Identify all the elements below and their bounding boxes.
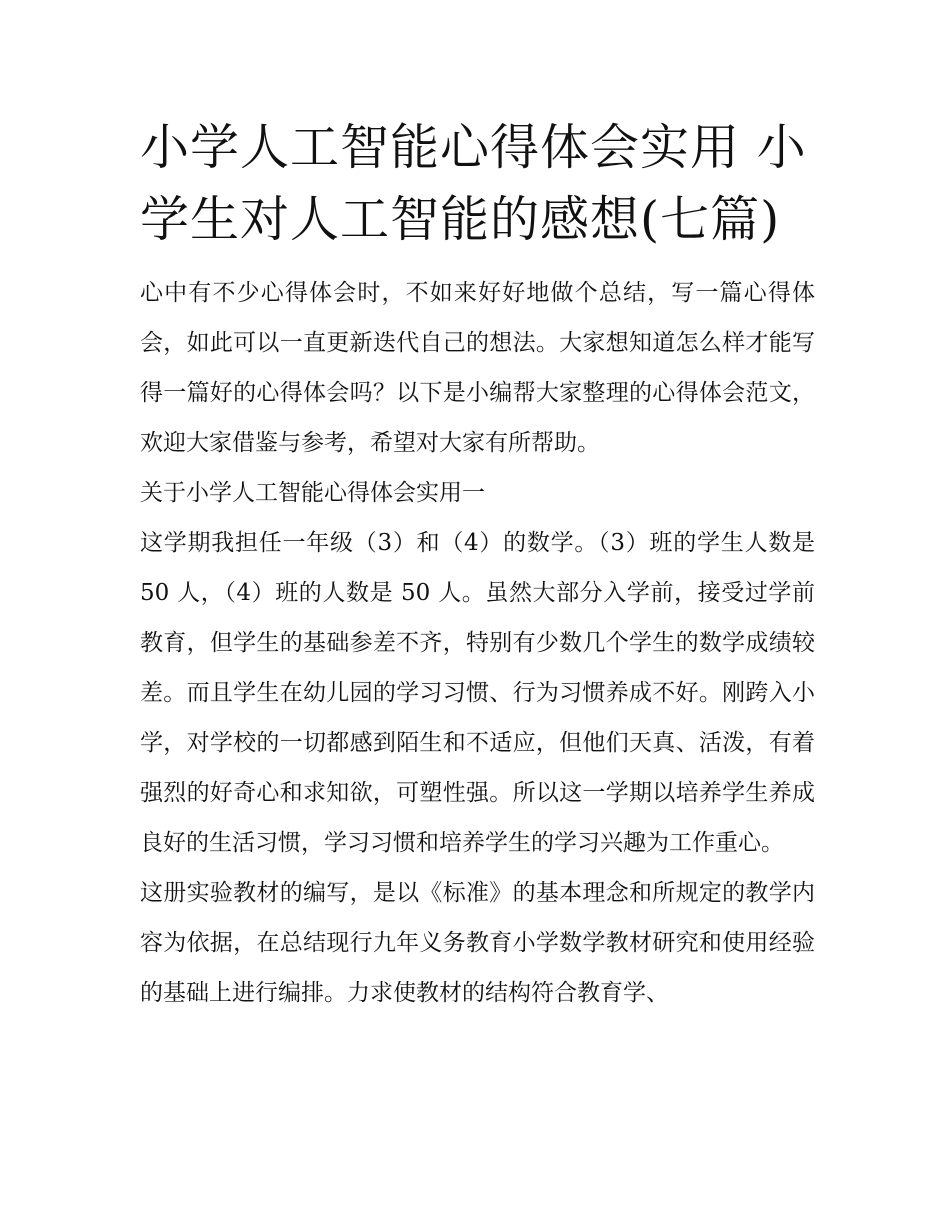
- intro-paragraph: 心中有不少心得体会时，不如来好好地做个总结，写一篇心得体会，如此可以一直更新迭代自己的想法。大家想知道怎么样才能写得一篇好的心得体会吗？以下是小编帮大家整理的心得体会范文，欢迎大家借鉴与参考，希望对大家有所帮助。: [140, 280, 815, 456]
- document-content: [140, 112, 815, 1018]
- section-heading: 关于小学人工智能心得体会实用一: [140, 480, 485, 506]
- document-title: 小学人工智能心得体会实用 小学生对人工智能的感想(七篇): [140, 119, 807, 248]
- body-paragraph: 这册实验教材的编写，是以《标准》的基本理念和所规定的教学内容为依据，在总结现行九年义务教育小学数学教材研究和使用经验的基础上进行编排。力求使教材的结构符合教育学、: [140, 880, 815, 1006]
- document-body: [140, 268, 815, 1018]
- body-paragraph: 这学期我担任一年级（3）和（4）的数学。（3）班的学生人数是 50 人，（4）班的人数是 50 人。虽然大部分入学前，接受过学前教育，但学生的基础参差不齐，特别有少数几个学生的数学成绩较差。而且学生在幼儿园的学习习惯、行为习惯养成不好。刚跨入小学，对学校的一切都感到陌生和不适应，但他们天真、活泼，有着强烈的好奇心和求知欲，可塑性强。所以这一学期以培养学生养成良好的生活习惯，学习习惯和培养学生的学习兴趣为工作重心。: [140, 530, 815, 856]
